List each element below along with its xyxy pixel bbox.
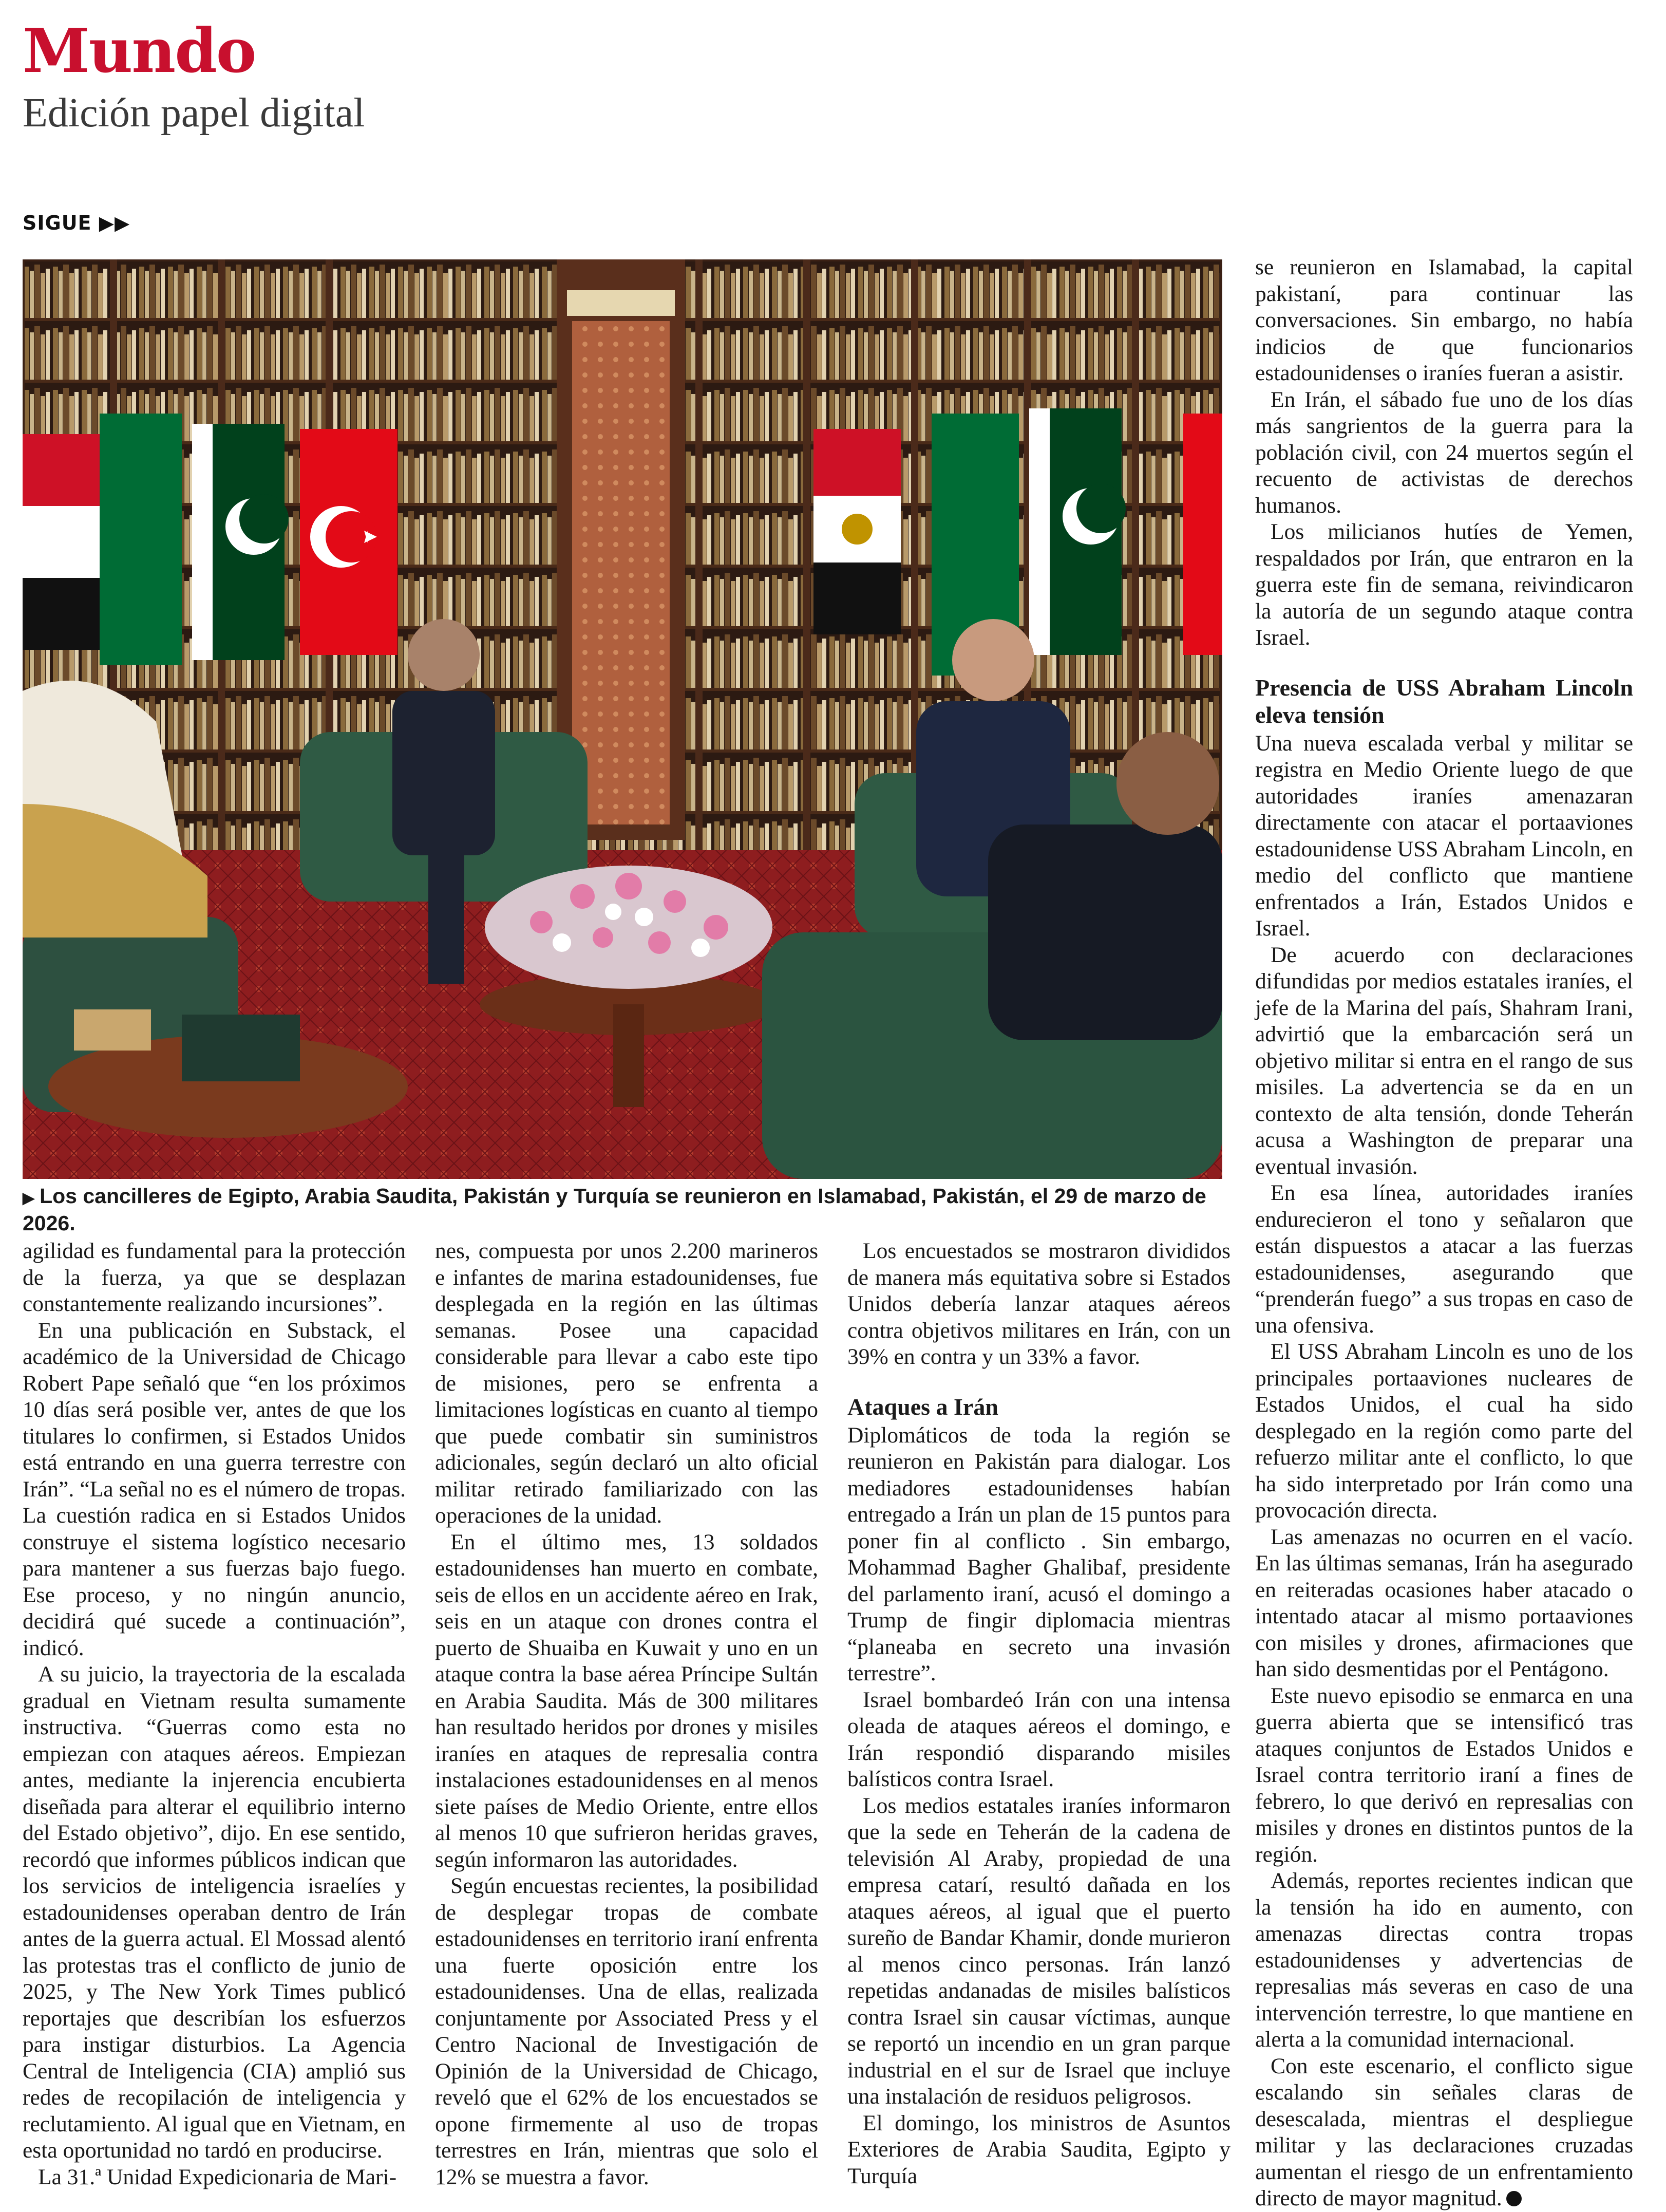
final-paragraph-text: Con este escenario, el conflicto sigue escalando sin señales claras de desescalada, mientras el despliegue militar y las declaraciones cruzadas aumentan el riesgo de un enfrentamiento directo de mayor magnitud. [1255, 2053, 1633, 2210]
paragraph: En Irán, el sábado fue uno de los días más sangrientos de la guerra para la población civil, con 24 muertos según el recuento de activistas de derechos humanos. [1255, 387, 1633, 518]
paragraph: Israel bombardeó Irán con una intensa oleada de ataques aéreos el domingo, e Irán respondió disparando misiles balísticos contra Israel. [847, 1687, 1230, 1791]
paragraph: En esa línea, autoridades iraníes endurecieron el tono y señalaron que están dispuestos a atacar a las fuerzas estadounidenses, asegurando que “prenderán fuego” a sus tropas en caso de una ofensiva. [1255, 1180, 1633, 1338]
article-column-4 [1255, 254, 1633, 2212]
subheading-ataques: Ataques a Irán [847, 1393, 998, 1420]
news-photo [23, 259, 1222, 1179]
paragraph: Diplomáticos de toda la región se reunieron en Pakistán para dialogar. Los mediadores estadounidenses habían entregado a Irán un plan de 15 puntos para poner fin al conflicto . Sin embargo, Mohammad Bagher Ghalibaf, presidente del parlamento iraní, acusó el domingo a Trump de fingir diplomacia mientras “planeaba en secreto una invasión terrestre”. [847, 1422, 1230, 1685]
masthead [23, 15, 365, 136]
paragraph: De acuerdo con declaraciones difundidas por medios estatales iraníes, el jefe de la Marina del país, Shahram Irani, advirtió que la embarcación será un objetivo militar si entra en el rango de sus misiles. La advertencia se da en un contexto de alta tensión, donde Teherán acusa a Washington de preparar una eventual invasión. [1255, 942, 1633, 1179]
paragraph: Este nuevo episodio se enmarca en una guerra abierta que se intensificó tras ataques conjuntos de Estados Unidos e Israel contra territorio iraní a fines de febrero, lo que derivó en represalias con misiles y drones en distintos puntos de la región. [1255, 1683, 1633, 1867]
article-column-2 [435, 1238, 818, 2190]
paragraph: Además, reportes recientes indican que la tensión ha ido en aumento, con amenazas directas contra tropas estadounidenses y advertencias de represalias más severas en caso de una intervención terrestre, lo que mantiene en alerta a la comunidad internacional. [1255, 1868, 1633, 2052]
paragraph: A su juicio, la trayectoria de la escalada gradual en Vietnam resulta sumamente instructiva. “Guerras como esta no empiezan con ataques aéreos. Empiezan antes, mediante la injerencia encubierta diseñada para alterar el equilibrio interno del Estado objetivo”, dijo. En ese sentido, recordó que informes públicos indican que los servicios de inteligencia israelíes y estadounidenses operaban dentro de Irán antes de la guerra actual. El Mossad alentó las protestas tras el conflicto de junio de 2025, y The New York Times publicó reportajes que describían los esfuerzos para instigar disturbios. La Agencia Central de Inteligencia (CIA) amplió sus redes de recopilación de inteligencia y reclutamiento. Al igual que en Vietnam, en esta oportunidad no tardó en producirse. [23, 1662, 406, 2163]
paragraph: La 31.ª Unidad Expedicionaria de Mari- [38, 2164, 397, 2189]
paragraph: El domingo, los ministros de Asuntos Exteriores de Arabia Saudita, Egipto y Turquía [847, 2110, 1230, 2188]
paragraph: Una nueva escalada verbal y militar se registra en Medio Oriente luego de que autoridades iraníes amenazaran directamente con atacar el portaaviones estadounidense USS Abraham Lincoln, en medio del conflicto que mantiene enfrentados a Irán, Estados Unidos e Israel. [1255, 730, 1633, 941]
paragraph: Según encuestas recientes, la posibilidad de desplegar tropas de combate estadounidenses en territorio iraní enfrenta una fuerte oposición entre los estadounidenses. Una de ellas, realizada conjuntamente por Associated Press y el Centro Nacional de Investigación de Opinión de la Universidad de Chicago, reveló que el 62% de los encuestados se opone firmemente al uso de tropas terrestres en Irán, mientras que solo el 12% se muestra a favor. [435, 1873, 818, 2189]
caption-marker-icon: ▶ [23, 1190, 35, 1207]
paragraph: agilidad es fundamental para la protección de la fuerza, ya que se desplazan constantemente realizando incursiones”. [23, 1239, 406, 1316]
section-title: Mundo [23, 15, 256, 86]
photo-caption-text: Los cancilleres de Egipto, Arabia Saudita, Pakistán y Turquía se reunieron en Islamabad, Pakistán, el 29 de marzo de 2026. [23, 1184, 1206, 1235]
subheading-uss-lincoln: Presencia de USS Abraham Lincoln eleva tensión [1255, 674, 1633, 728]
end-of-article-icon [1506, 2191, 1522, 2206]
paragraph: Los milicianos hutíes de Yemen, respaldados por Irán, que entraron en la guerra este fin de semana, reivindicaron la autoría de un segundo ataque contra Israel. [1255, 519, 1633, 650]
paragraph: Los encuestados se mostraron divididos de manera más equitativa sobre si Estados Unidos debería lanzar ataques aéreos contra objetivos militares en Irán, con un 39% en contra y un 33% a favor. [847, 1239, 1230, 1369]
paragraph: El USS Abraham Lincoln es uno de los principales portaaviones nucleares de Estados Unidos, el cual ha sido desplegado en la región como parte del refuerzo militar ante el conflicto, lo que ha sido interpretado por Irán como una provocación directa. [1255, 1339, 1633, 1523]
article-column-3 [847, 1238, 1230, 2189]
paragraph: Las amenazas no ocurren en el vacío. En las últimas semanas, Irán ha asegurado en reiteradas ocasiones haber atacado o intentado atacar al mismo portaaviones con misiles y drones, afirmaciones que han sido desmentidas por el Pentágono. [1255, 1524, 1633, 1681]
paragraph: se reunieron en Islamabad, la capital pakistaní, para continuar las conversaciones. Sin embargo, no había indicios de que funcionarios estadounidenses o iraníes fueran a asistir. [1255, 255, 1633, 385]
paragraph: En una publicación en Substack, el académico de la Universidad de Chicago Robert Pape señaló que “en los próximos 10 días será posible ver, antes de que los titulares lo confirmen, si Estados Unidos está entrando en una guerra terrestre con Irán”. “La señal no es el número de tropas. La cuestión radica en si Estados Unidos construye el sistema logístico necesario para mantener a sus fuerzas bajo fuego. Ese proceso, y no ningún anuncio, decidirá qué sucede a continuación”, indicó. [23, 1318, 406, 1660]
paragraph: En el último mes, 13 soldados estadounidenses han muerto en combate, seis de ellos en un accidente aéreo en Irak, seis en un ataque con drones contra el puerto de Shuaiba en Kuwait y uno en un ataque contra la base aérea Príncipe Sultán en Arabia Saudita. Más de 300 militares han resultado heridos por drones y misiles iraníes en ataques de represalia contra instalaciones estadounidenses en al menos siete países de Medio Oriente, entre ellos al menos 10 que sufrieron heridas graves, según informaron las autoridades. [435, 1529, 818, 1872]
photo-caption [23, 1183, 1222, 1238]
paragraph: Los medios estatales iraníes informaron que la sede en Teherán de la cadena de televisión Al Araby, propiedad de una empresa catarí, resultó dañada en los ataques aéreos, al igual que el puerto sureño de Bandar Khamir, donde murieron al menos cinco personas. Irán lanzó repetidas andanadas de misiles balísticos contra Israel sin causar víctimas, aunque se reportó un incendio en un gran parque industrial en el sur de Israel que incluye una instalación de residuos peligrosos. [847, 1793, 1230, 2109]
edition-subtitle: Edición papel digital [23, 90, 365, 136]
paragraph: nes, compuesta por unos 2.200 marineros e infantes de marina estadounidenses, fue desplegada en la región en las últimas semanas. Posee una capacidad considerable para llevar a cabo este tipo de misiones, pero se enfrenta a limitaciones logísticas en cuanto al tiempo que puede combatir sin suministros adicionales, según declaró un alto oficial militar retirado familiarizado con las operaciones de la unidad. [435, 1239, 818, 1528]
article-column-1 [23, 1238, 406, 2190]
paragraph-final [1255, 2053, 1633, 2212]
continued-marker: SIGUE ▶▶ [23, 212, 130, 234]
